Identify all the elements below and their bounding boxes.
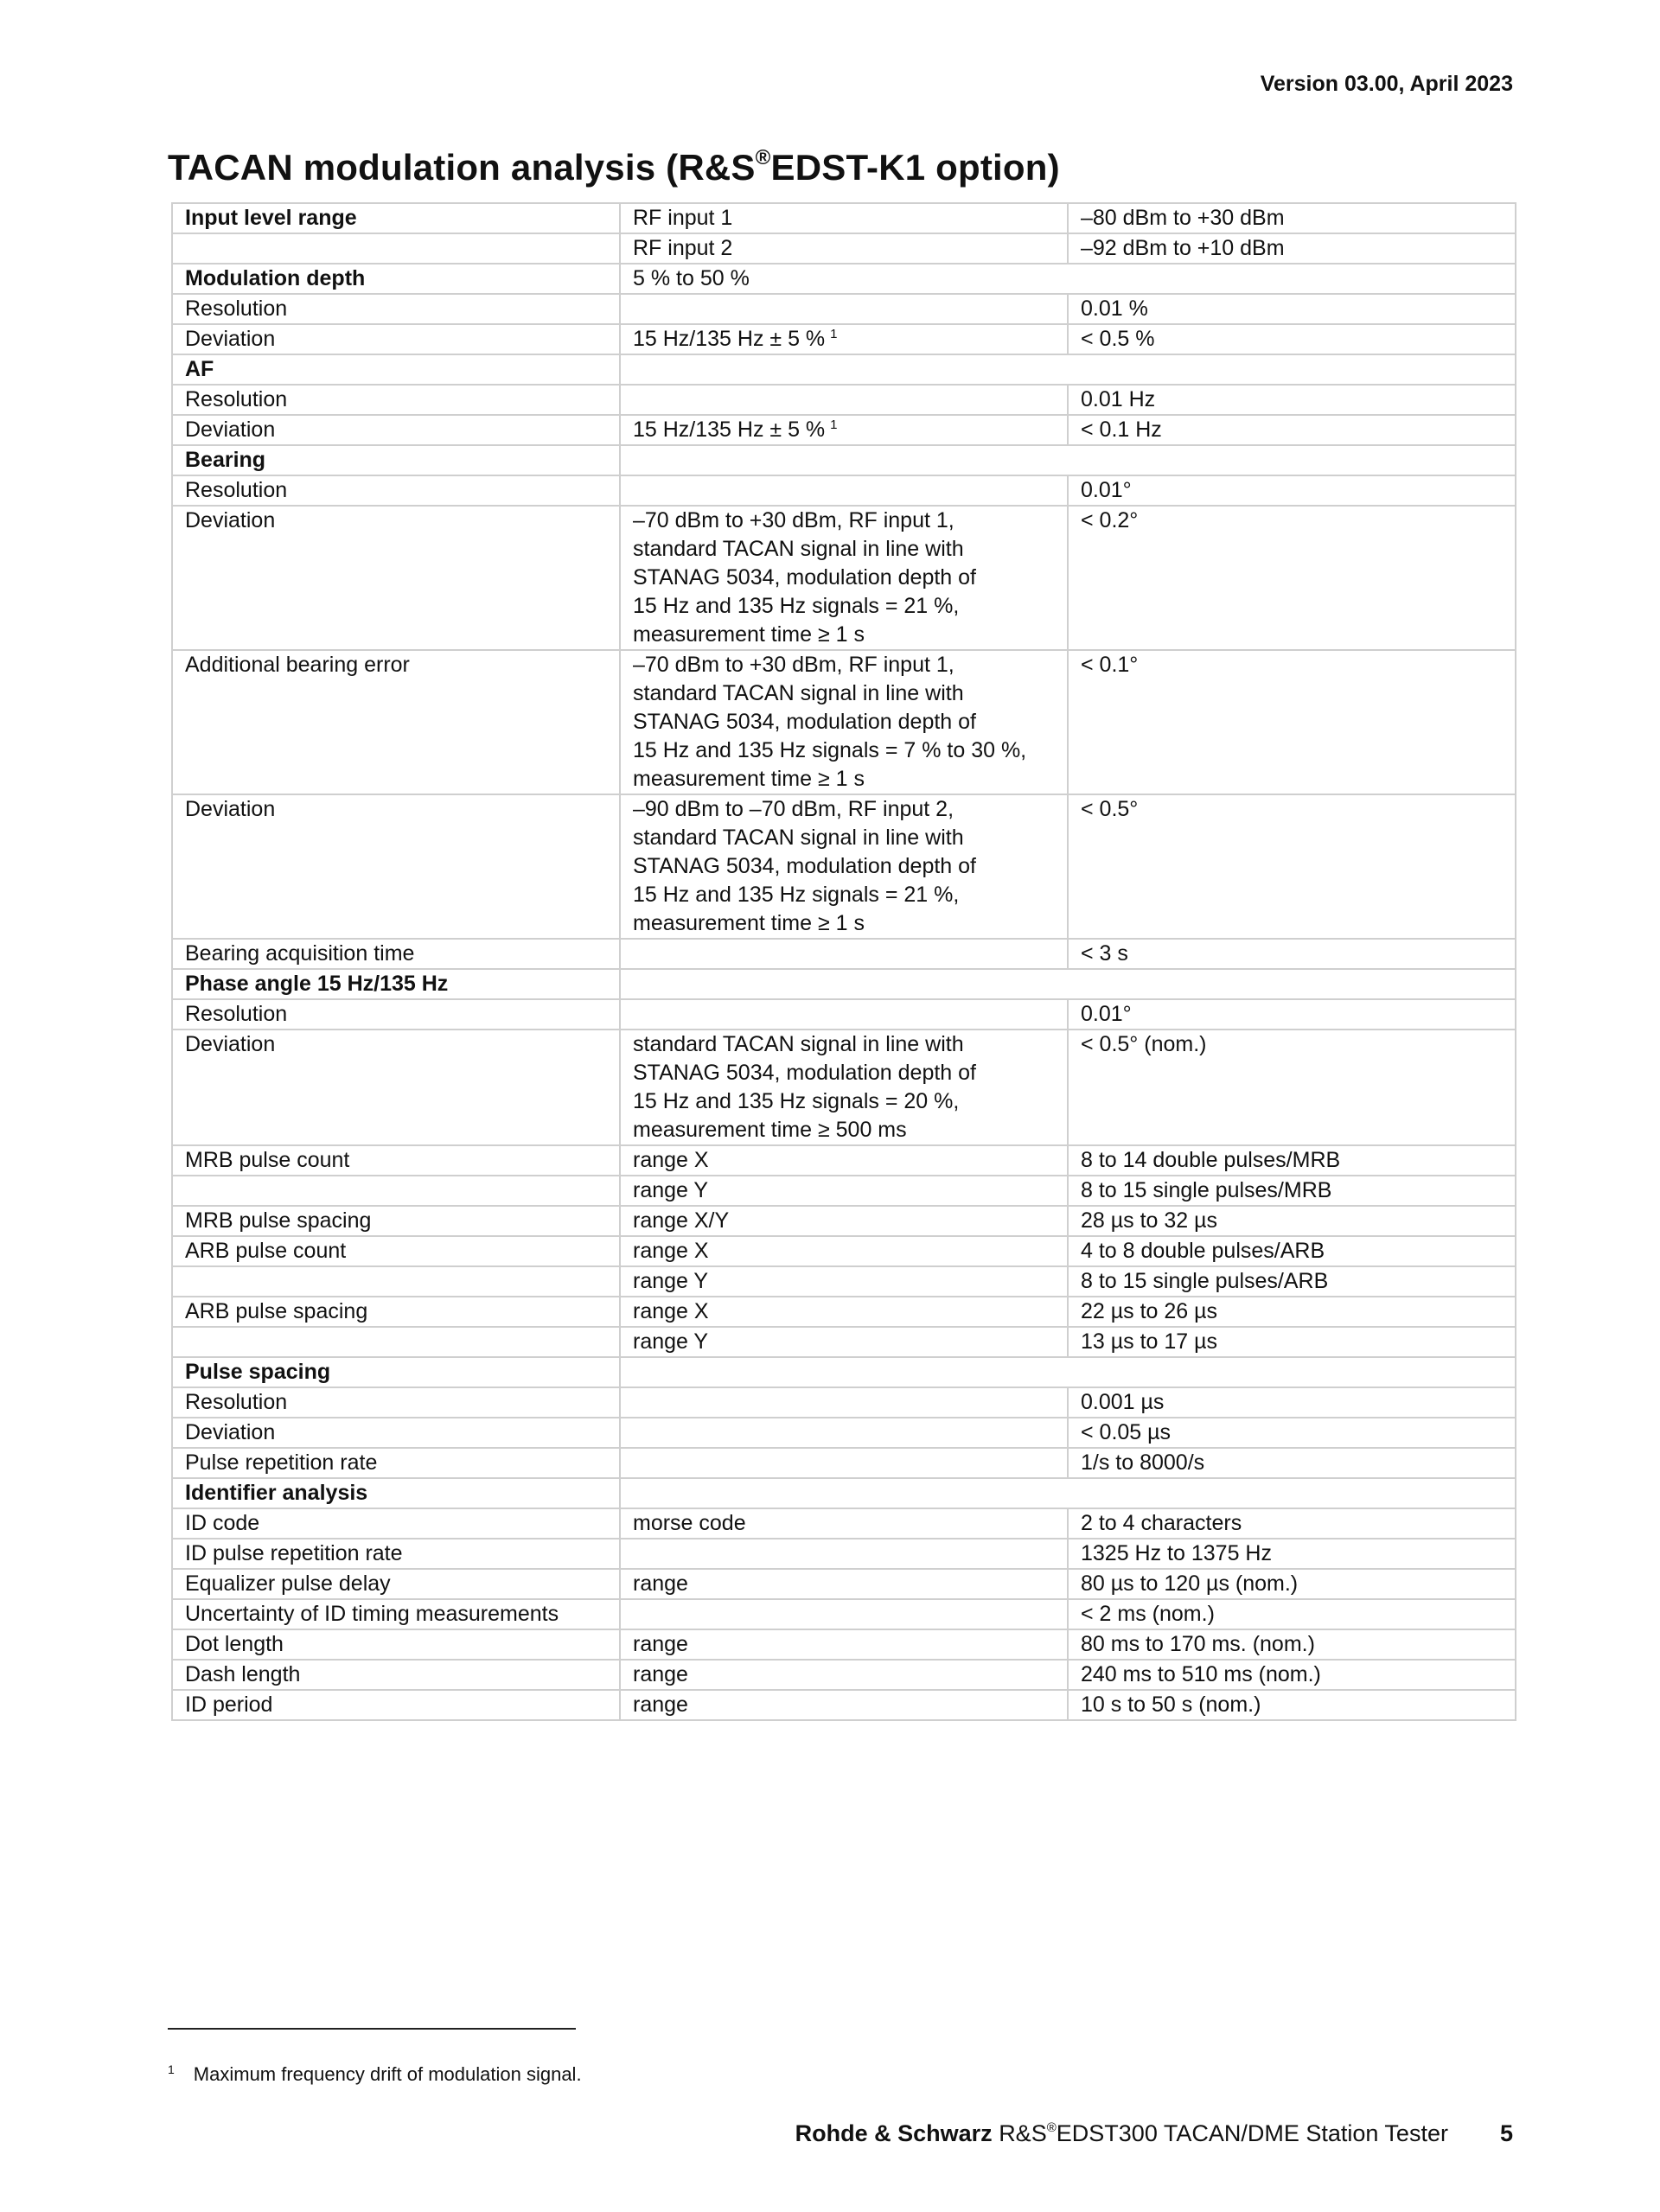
spec-condition-text: RF input 1 bbox=[633, 206, 733, 230]
spec-row bbox=[172, 1599, 1516, 1629]
spec-condition-text: –70 dBm to +30 dBm, RF input 1, standard TACAN signal in line with STANAG 5034, modulation depth of 15 Hz and 135 Hz signals = 7 % to 30 %, measurement time ≥ 1 s bbox=[633, 653, 1027, 791]
spec-value: < 2 ms (nom.) bbox=[1068, 1599, 1516, 1629]
spec-row bbox=[172, 294, 1516, 324]
spec-parameter: Deviation bbox=[172, 1418, 620, 1448]
spec-value: 22 µs to 26 µs bbox=[1068, 1297, 1516, 1327]
spec-row bbox=[172, 385, 1516, 415]
spec-parameter: Resolution bbox=[172, 385, 620, 415]
spec-parameter: Resolution bbox=[172, 475, 620, 506]
spec-parameter bbox=[172, 1327, 620, 1357]
spec-condition bbox=[620, 1266, 1068, 1297]
spec-value: 28 µs to 32 µs bbox=[1068, 1206, 1516, 1236]
section-title bbox=[168, 147, 1060, 188]
spec-parameter: Uncertainty of ID timing measurements bbox=[172, 1599, 620, 1629]
spec-row bbox=[172, 475, 1516, 506]
spec-parameter: Modulation depth bbox=[172, 264, 620, 294]
spec-row bbox=[172, 1030, 1516, 1145]
spec-value: –92 dBm to +10 dBm bbox=[1068, 233, 1516, 264]
spec-row bbox=[172, 650, 1516, 794]
spec-parameter: AF bbox=[172, 354, 620, 385]
spec-value: < 0.1 Hz bbox=[1068, 415, 1516, 445]
spec-condition bbox=[620, 1327, 1068, 1357]
spec-value: 1/s to 8000/s bbox=[1068, 1448, 1516, 1478]
spec-condition bbox=[620, 794, 1068, 939]
spec-row bbox=[172, 969, 1516, 999]
spec-row bbox=[172, 1569, 1516, 1599]
spec-parameter: ARB pulse spacing bbox=[172, 1297, 620, 1327]
spec-row bbox=[172, 1629, 1516, 1660]
spec-row bbox=[172, 999, 1516, 1030]
spec-condition bbox=[620, 385, 1068, 415]
spec-condition bbox=[620, 1508, 1068, 1539]
spec-condition-text: range bbox=[633, 1571, 688, 1596]
spec-parameter: Deviation bbox=[172, 794, 620, 939]
footer-company: Rohde & Schwarz bbox=[795, 2120, 993, 2146]
spec-parameter: Deviation bbox=[172, 415, 620, 445]
spec-row bbox=[172, 939, 1516, 969]
spec-parameter: Resolution bbox=[172, 1387, 620, 1418]
spec-value: 8 to 14 double pulses/MRB bbox=[1068, 1145, 1516, 1176]
spec-condition bbox=[620, 1176, 1068, 1206]
spec-row bbox=[172, 1690, 1516, 1720]
spec-parameter: Deviation bbox=[172, 506, 620, 650]
spec-value: 0.01 % bbox=[1068, 294, 1516, 324]
spec-row bbox=[172, 1206, 1516, 1236]
spec-value: 10 s to 50 s (nom.) bbox=[1068, 1690, 1516, 1720]
spec-condition-text: range Y bbox=[633, 1178, 709, 1202]
spec-row bbox=[172, 1418, 1516, 1448]
spec-value: < 0.5 % bbox=[1068, 324, 1516, 354]
spec-parameter: Pulse repetition rate bbox=[172, 1448, 620, 1478]
spec-condition bbox=[620, 1357, 1516, 1387]
spec-value: 1325 Hz to 1375 Hz bbox=[1068, 1539, 1516, 1569]
spec-condition-text: range bbox=[633, 1632, 688, 1656]
spec-condition-text: range X bbox=[633, 1148, 709, 1172]
spec-row bbox=[172, 1508, 1516, 1539]
spec-value: –80 dBm to +30 dBm bbox=[1068, 203, 1516, 233]
footnote-text: Maximum frequency drift of modulation signal. bbox=[193, 2063, 582, 2085]
spec-value: < 0.5° (nom.) bbox=[1068, 1030, 1516, 1145]
spec-row bbox=[172, 1539, 1516, 1569]
spec-condition bbox=[620, 999, 1068, 1030]
spec-row bbox=[172, 203, 1516, 233]
spec-row bbox=[172, 233, 1516, 264]
spec-condition bbox=[620, 1387, 1068, 1418]
spec-parameter: Deviation bbox=[172, 1030, 620, 1145]
spec-row bbox=[172, 415, 1516, 445]
spec-condition bbox=[620, 1569, 1068, 1599]
spec-value: 0.001 µs bbox=[1068, 1387, 1516, 1418]
spec-parameter: Additional bearing error bbox=[172, 650, 620, 794]
footer-product: EDST300 TACAN/DME Station Tester bbox=[1056, 2120, 1448, 2146]
spec-parameter: Resolution bbox=[172, 999, 620, 1030]
spec-condition bbox=[620, 1030, 1068, 1145]
spec-condition bbox=[620, 264, 1516, 294]
spec-table bbox=[171, 202, 1516, 1721]
spec-value: < 0.1° bbox=[1068, 650, 1516, 794]
spec-condition bbox=[620, 354, 1516, 385]
spec-condition bbox=[620, 415, 1068, 445]
footnote-divider bbox=[168, 2028, 576, 2030]
spec-parameter: Bearing acquisition time bbox=[172, 939, 620, 969]
spec-condition-text: range bbox=[633, 1662, 688, 1686]
spec-parameter: Input level range bbox=[172, 203, 620, 233]
spec-condition bbox=[620, 445, 1516, 475]
document-version: Version 03.00, April 2023 bbox=[1260, 72, 1513, 96]
spec-row bbox=[172, 506, 1516, 650]
spec-value: 240 ms to 510 ms (nom.) bbox=[1068, 1660, 1516, 1690]
title-text-end: EDST-K1 option) bbox=[770, 147, 1060, 188]
spec-condition bbox=[620, 650, 1068, 794]
spec-condition-text: 15 Hz/135 Hz ± 5 % bbox=[633, 327, 826, 351]
spec-condition-text: RF input 2 bbox=[633, 236, 733, 260]
spec-parameter: ARB pulse count bbox=[172, 1236, 620, 1266]
spec-condition bbox=[620, 506, 1068, 650]
spec-value: < 0.2° bbox=[1068, 506, 1516, 650]
title-text-start: TACAN modulation analysis (R&S bbox=[168, 147, 756, 188]
spec-condition bbox=[620, 1629, 1068, 1660]
spec-parameter: Phase angle 15 Hz/135 Hz bbox=[172, 969, 620, 999]
spec-value: 80 ms to 170 ms. (nom.) bbox=[1068, 1629, 1516, 1660]
spec-value: 0.01° bbox=[1068, 999, 1516, 1030]
spec-row bbox=[172, 324, 1516, 354]
page-footer bbox=[795, 2120, 1513, 2147]
spec-row bbox=[172, 1145, 1516, 1176]
footnote bbox=[168, 2062, 582, 2086]
spec-row bbox=[172, 1357, 1516, 1387]
spec-condition bbox=[620, 1418, 1068, 1448]
footnote-reference: 1 bbox=[830, 418, 838, 432]
spec-condition bbox=[620, 1478, 1516, 1508]
spec-value: < 3 s bbox=[1068, 939, 1516, 969]
spec-row bbox=[172, 1176, 1516, 1206]
spec-condition-text: 5 % to 50 % bbox=[633, 266, 750, 290]
spec-parameter: Dot length bbox=[172, 1629, 620, 1660]
footer-product-prefix: R&S bbox=[999, 2120, 1047, 2146]
spec-row bbox=[172, 1297, 1516, 1327]
spec-parameter: ID pulse repetition rate bbox=[172, 1539, 620, 1569]
spec-value: < 0.05 µs bbox=[1068, 1418, 1516, 1448]
footer-registered-mark: ® bbox=[1046, 2120, 1057, 2135]
spec-condition-text: 15 Hz/135 Hz ± 5 % bbox=[633, 418, 826, 442]
spec-parameter: ID code bbox=[172, 1508, 620, 1539]
spec-value: 0.01 Hz bbox=[1068, 385, 1516, 415]
spec-condition bbox=[620, 1660, 1068, 1690]
spec-condition-text: –70 dBm to +30 dBm, RF input 1, standard TACAN signal in line with STANAG 5034, modulation depth of 15 Hz and 135 Hz signals = 21 %, measurement time ≥ 1 s bbox=[633, 508, 976, 647]
spec-condition bbox=[620, 1206, 1068, 1236]
spec-condition-text: morse code bbox=[633, 1511, 746, 1535]
spec-condition-text: range Y bbox=[633, 1329, 709, 1354]
spec-parameter: MRB pulse count bbox=[172, 1145, 620, 1176]
spec-condition bbox=[620, 969, 1516, 999]
spec-condition-text: range bbox=[633, 1692, 688, 1717]
spec-parameter: ID period bbox=[172, 1690, 620, 1720]
spec-condition bbox=[620, 203, 1068, 233]
spec-value: 13 µs to 17 µs bbox=[1068, 1327, 1516, 1357]
spec-parameter bbox=[172, 1266, 620, 1297]
spec-condition-text: –90 dBm to –70 dBm, RF input 2, standard TACAN signal in line with STANAG 5034, modulation depth of 15 Hz and 135 Hz signals = 21 %, measurement time ≥ 1 s bbox=[633, 797, 976, 935]
spec-condition bbox=[620, 939, 1068, 969]
spec-row bbox=[172, 1387, 1516, 1418]
spec-condition bbox=[620, 1236, 1068, 1266]
footnote-mark: 1 bbox=[168, 2062, 175, 2076]
spec-condition bbox=[620, 475, 1068, 506]
spec-condition bbox=[620, 1297, 1068, 1327]
spec-row bbox=[172, 1266, 1516, 1297]
spec-value: < 0.5° bbox=[1068, 794, 1516, 939]
spec-parameter: Identifier analysis bbox=[172, 1478, 620, 1508]
spec-value: 8 to 15 single pulses/MRB bbox=[1068, 1176, 1516, 1206]
spec-parameter: Dash length bbox=[172, 1660, 620, 1690]
spec-parameter: Deviation bbox=[172, 324, 620, 354]
spec-condition bbox=[620, 233, 1068, 264]
spec-row bbox=[172, 1448, 1516, 1478]
spec-parameter: Pulse spacing bbox=[172, 1357, 620, 1387]
registered-mark: ® bbox=[755, 146, 771, 169]
spec-row bbox=[172, 1478, 1516, 1508]
spec-parameter bbox=[172, 233, 620, 264]
spec-condition bbox=[620, 1448, 1068, 1478]
spec-value: 4 to 8 double pulses/ARB bbox=[1068, 1236, 1516, 1266]
spec-condition-text: standard TACAN signal in line with STANAG 5034, modulation depth of 15 Hz and 135 Hz signals = 20 %, measurement time ≥ 500 ms bbox=[633, 1032, 976, 1142]
spec-row bbox=[172, 794, 1516, 939]
spec-condition bbox=[620, 1145, 1068, 1176]
spec-condition-text: range Y bbox=[633, 1269, 709, 1293]
spec-condition-text: range X/Y bbox=[633, 1208, 730, 1233]
spec-condition-text: range X bbox=[633, 1299, 709, 1323]
spec-row bbox=[172, 1660, 1516, 1690]
spec-row bbox=[172, 354, 1516, 385]
spec-row bbox=[172, 264, 1516, 294]
spec-value: 80 µs to 120 µs (nom.) bbox=[1068, 1569, 1516, 1599]
spec-value: 2 to 4 characters bbox=[1068, 1508, 1516, 1539]
spec-condition bbox=[620, 1690, 1068, 1720]
spec-parameter: MRB pulse spacing bbox=[172, 1206, 620, 1236]
footnote-reference: 1 bbox=[830, 327, 838, 341]
spec-parameter: Bearing bbox=[172, 445, 620, 475]
spec-parameter: Equalizer pulse delay bbox=[172, 1569, 620, 1599]
spec-row bbox=[172, 445, 1516, 475]
spec-row bbox=[172, 1327, 1516, 1357]
spec-parameter bbox=[172, 1176, 620, 1206]
spec-row bbox=[172, 1236, 1516, 1266]
page-number: 5 bbox=[1499, 2120, 1513, 2146]
spec-condition bbox=[620, 1599, 1068, 1629]
spec-parameter: Resolution bbox=[172, 294, 620, 324]
spec-condition bbox=[620, 294, 1068, 324]
spec-value: 8 to 15 single pulses/ARB bbox=[1068, 1266, 1516, 1297]
spec-condition bbox=[620, 1539, 1068, 1569]
spec-value: 0.01° bbox=[1068, 475, 1516, 506]
spec-condition bbox=[620, 324, 1068, 354]
spec-condition-text: range X bbox=[633, 1239, 709, 1263]
